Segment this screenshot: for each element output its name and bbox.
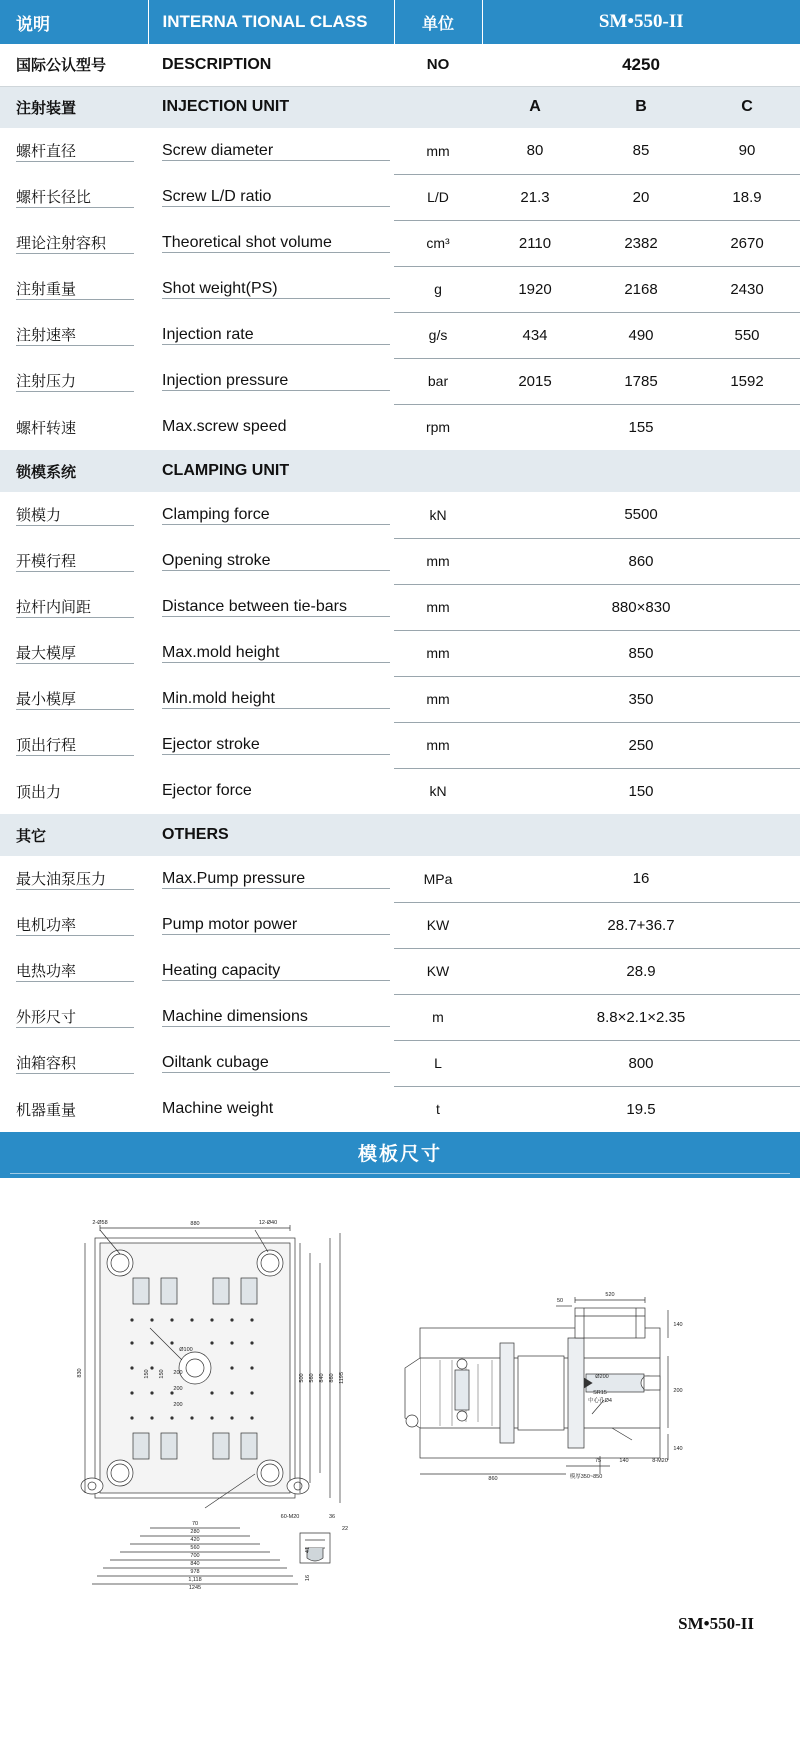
dim-label: 50: [556, 1298, 564, 1304]
section-cn-injection: 注射装置: [0, 86, 148, 128]
column-header-c: C: [694, 86, 800, 128]
row-unit: g/s: [394, 312, 482, 358]
row-value-b: 1785: [588, 358, 694, 404]
row-cn-label: 开模行程: [16, 550, 134, 572]
table-row: [0, 492, 800, 538]
dim-label: 模厚350~850: [569, 1474, 603, 1480]
table-row: [0, 856, 800, 902]
column-header-a: A: [482, 86, 588, 128]
row-unit: mm: [394, 722, 482, 768]
table-header-row: [0, 0, 800, 44]
table-row: [0, 1086, 800, 1132]
row-value-span: 800: [482, 1040, 800, 1086]
table-row: [0, 538, 800, 584]
row-value-span: 150: [628, 782, 654, 800]
subheader-unit-label: NO: [394, 44, 482, 86]
dim-label: 150: [144, 1369, 150, 1379]
row-value-b: 490: [588, 312, 694, 358]
row-cn-label: 理论注射容积: [16, 232, 134, 254]
row-en-label: Injection pressure: [162, 372, 390, 391]
section-header-others: [0, 814, 800, 856]
section-header-clamping: [0, 450, 800, 492]
front-view-drawing: [81, 1225, 340, 1584]
header-unit-label: 单位: [394, 0, 482, 44]
row-en-label: Theoretical shot volume: [162, 234, 390, 253]
row-cn-label: 电机功率: [16, 914, 134, 936]
row-en-label: Pump motor power: [162, 916, 390, 935]
dim-label: 1245: [188, 1585, 202, 1591]
row-value-b: 2382: [588, 220, 694, 266]
row-en-label: Opening stroke: [162, 552, 390, 571]
row-unit: mm: [394, 630, 482, 676]
table-row: [0, 404, 800, 450]
row-value-span: 155: [628, 418, 654, 436]
table-row: [0, 358, 800, 404]
dim-label: 880: [190, 1221, 200, 1227]
dim-label: 500: [299, 1373, 305, 1383]
table-row: [0, 676, 800, 722]
dim-label: SR15: [593, 1390, 607, 1396]
row-cn-label: 油箱容积: [16, 1052, 134, 1074]
row-en-label: Screw L/D ratio: [162, 188, 390, 207]
row-cn-label: 拉杆内间距: [16, 596, 134, 618]
row-cn-label: 螺杆转速: [16, 419, 77, 437]
table-row: [0, 312, 800, 358]
dim-label: 140: [673, 1322, 683, 1328]
row-value-span: 860: [482, 538, 800, 584]
subheader-model-no: 4250: [482, 44, 800, 86]
row-value-c: 90: [694, 128, 800, 174]
table-row: [0, 994, 800, 1040]
row-en-label: Max.mold height: [162, 644, 390, 663]
row-en-label: Min.mold height: [162, 690, 390, 709]
drawing-model-caption: SM•550-II: [678, 1614, 754, 1633]
row-unit: L: [394, 1040, 482, 1086]
row-unit: L/D: [394, 174, 482, 220]
mold-size-banner-wrapper: [0, 1132, 800, 1178]
row-cn-label: 最大模厚: [16, 642, 134, 664]
row-unit: mm: [394, 584, 482, 630]
table-row: [0, 266, 800, 312]
row-value-span: 28.9: [482, 948, 800, 994]
row-cn-label: 顶出力: [16, 783, 62, 801]
dim-label: 140: [619, 1458, 629, 1464]
table-row: [0, 174, 800, 220]
row-unit: rpm: [425, 419, 451, 436]
row-value-c: 1592: [694, 358, 800, 404]
dim-label: Ø200: [595, 1374, 609, 1380]
row-unit: cm³: [394, 220, 482, 266]
row-unit: kN: [429, 783, 447, 800]
drawings-svg: [0, 1178, 800, 1652]
dim-label: 860: [488, 1476, 498, 1482]
row-cn-label: 外形尺寸: [16, 1006, 134, 1028]
header-cn-label: 说明: [0, 0, 148, 44]
dim-label: 60-M20: [280, 1514, 300, 1520]
dim-label: 70: [191, 1521, 199, 1527]
dim-label: 280: [190, 1529, 200, 1535]
row-cn-label: 顶出行程: [16, 734, 134, 756]
row-value-span: 350: [482, 676, 800, 722]
row-unit: g: [394, 266, 482, 312]
section-header-injection: [0, 86, 800, 128]
dim-label: 1195: [339, 1372, 345, 1384]
row-en-label: Ejector force: [162, 782, 252, 799]
dim-label: 16: [305, 1574, 311, 1582]
dim-label: 8-M20: [652, 1458, 668, 1464]
dim-label: 75: [594, 1458, 602, 1464]
row-value-a: 2110: [482, 220, 588, 266]
row-en-label: Ejector stroke: [162, 736, 390, 755]
dim-label: 200: [173, 1386, 183, 1392]
dim-label: 860: [329, 1373, 335, 1383]
section-cn-clamping: 锁模系统: [0, 450, 148, 492]
header-en-label: INTERNA TIONAL CLASS: [148, 0, 394, 44]
row-value-b: 2168: [588, 266, 694, 312]
table-row: [0, 722, 800, 768]
row-value-a: 434: [482, 312, 588, 358]
row-value-span: 850: [482, 630, 800, 676]
row-value-c: 2670: [694, 220, 800, 266]
subheader-en-label: DESCRIPTION: [148, 44, 394, 86]
row-value-span: 28.7+36.7: [482, 902, 800, 948]
table-row: [0, 128, 800, 174]
row-cn-label: 注射重量: [16, 278, 134, 300]
dim-label: 2-Ø58: [92, 1220, 108, 1226]
dim-label: 150: [159, 1369, 165, 1379]
section-cn-others: 其它: [0, 814, 148, 856]
row-en-label: Distance between tie-bars: [162, 598, 390, 617]
row-value-a: 21.3: [482, 174, 588, 220]
table-row: [0, 630, 800, 676]
mold-size-banner: 模板尺寸: [0, 1132, 800, 1178]
subheader-cn-label: 国际公认型号: [0, 44, 148, 86]
side-view-drawing: [405, 1297, 668, 1474]
row-en-label: Max.Pump pressure: [162, 870, 390, 889]
row-cn-label: 最大油泵压力: [16, 868, 134, 890]
table-row: [0, 902, 800, 948]
row-unit: m: [394, 994, 482, 1040]
row-en-label: Machine dimensions: [162, 1008, 390, 1027]
row-cn-label: 最小模厚: [16, 688, 134, 710]
row-value-c: 18.9: [694, 174, 800, 220]
dim-label: 420: [190, 1537, 200, 1543]
row-cn-label: 电热功率: [16, 960, 134, 982]
row-unit: KW: [394, 902, 482, 948]
dim-label: 560: [309, 1373, 315, 1383]
row-cn-label: 锁模力: [16, 504, 134, 526]
table-row: [0, 948, 800, 994]
row-cn-label: 注射压力: [16, 370, 134, 392]
row-unit: kN: [394, 492, 482, 538]
dim-label: 12-Ø40: [258, 1220, 278, 1226]
dim-label: 36: [328, 1514, 336, 1520]
row-value-span: 5500: [482, 492, 800, 538]
row-value-a: 2015: [482, 358, 588, 404]
row-value-span: 16: [482, 856, 800, 902]
row-value-span: 19.5: [626, 1100, 656, 1118]
row-value-a: 80: [482, 128, 588, 174]
row-en-label: Machine weight: [162, 1100, 274, 1117]
row-unit: bar: [394, 358, 482, 404]
row-unit: mm: [394, 128, 482, 174]
row-value-b: 85: [588, 128, 694, 174]
row-cn-label: 注射速率: [16, 324, 134, 346]
dim-label: 840: [319, 1373, 325, 1383]
dim-label: 140: [673, 1446, 683, 1452]
row-en-label: Screw diameter: [162, 142, 390, 161]
dim-label: 840: [190, 1561, 200, 1567]
dim-label: Ø100: [179, 1347, 193, 1353]
row-value-span: 8.8×2.1×2.35: [482, 994, 800, 1040]
dim-label: 700: [190, 1553, 200, 1559]
dim-label: 41: [305, 1546, 311, 1554]
section-en-clamping: CLAMPING UNIT: [148, 450, 800, 492]
row-unit: mm: [394, 538, 482, 584]
dim-label: 830: [77, 1368, 83, 1378]
row-unit: mm: [394, 676, 482, 722]
dim-label: 中心孔Ø4: [588, 1398, 612, 1404]
row-value-c: 2430: [694, 266, 800, 312]
technical-drawing-area: [0, 1178, 800, 1652]
row-value-span: 250: [482, 722, 800, 768]
row-unit: t: [436, 1101, 440, 1118]
dim-label: 978: [190, 1569, 200, 1575]
row-cn-label: 螺杆直径: [16, 140, 134, 162]
section-en-injection: INJECTION UNIT: [148, 86, 394, 128]
dim-label: 200: [173, 1402, 183, 1408]
dim-label: 520: [605, 1292, 615, 1298]
dim-label: 200: [173, 1370, 183, 1376]
table-row: [0, 584, 800, 630]
dim-label: 560: [190, 1545, 200, 1551]
row-unit: MPa: [394, 856, 482, 902]
dim-label: 1,118: [188, 1577, 202, 1583]
row-value-c: 550: [694, 312, 800, 358]
dim-label: 22: [341, 1526, 349, 1532]
header-model: SM•550-II: [482, 0, 800, 44]
row-en-label: Shot weight(PS): [162, 280, 390, 299]
row-cn-label: 螺杆长径比: [16, 186, 134, 208]
row-en-label: Clamping force: [162, 506, 390, 525]
section-en-others: OTHERS: [148, 814, 800, 856]
table-row: [0, 768, 800, 814]
row-en-label: Oiltank cubage: [162, 1054, 390, 1073]
row-unit: KW: [394, 948, 482, 994]
table-row: [0, 1040, 800, 1086]
column-header-b: B: [588, 86, 694, 128]
dim-label: 200: [673, 1388, 683, 1394]
row-value-span: 880×830: [482, 584, 800, 630]
row-cn-label: 机器重量: [16, 1101, 77, 1119]
table-row: [0, 220, 800, 266]
table-subheader-row: [0, 44, 800, 86]
row-value-a: 1920: [482, 266, 588, 312]
row-en-label: Max.screw speed: [162, 418, 287, 435]
section-unit-spacer: [394, 86, 482, 128]
row-value-b: 20: [588, 174, 694, 220]
row-en-label: Injection rate: [162, 326, 390, 345]
row-en-label: Heating capacity: [162, 962, 390, 981]
